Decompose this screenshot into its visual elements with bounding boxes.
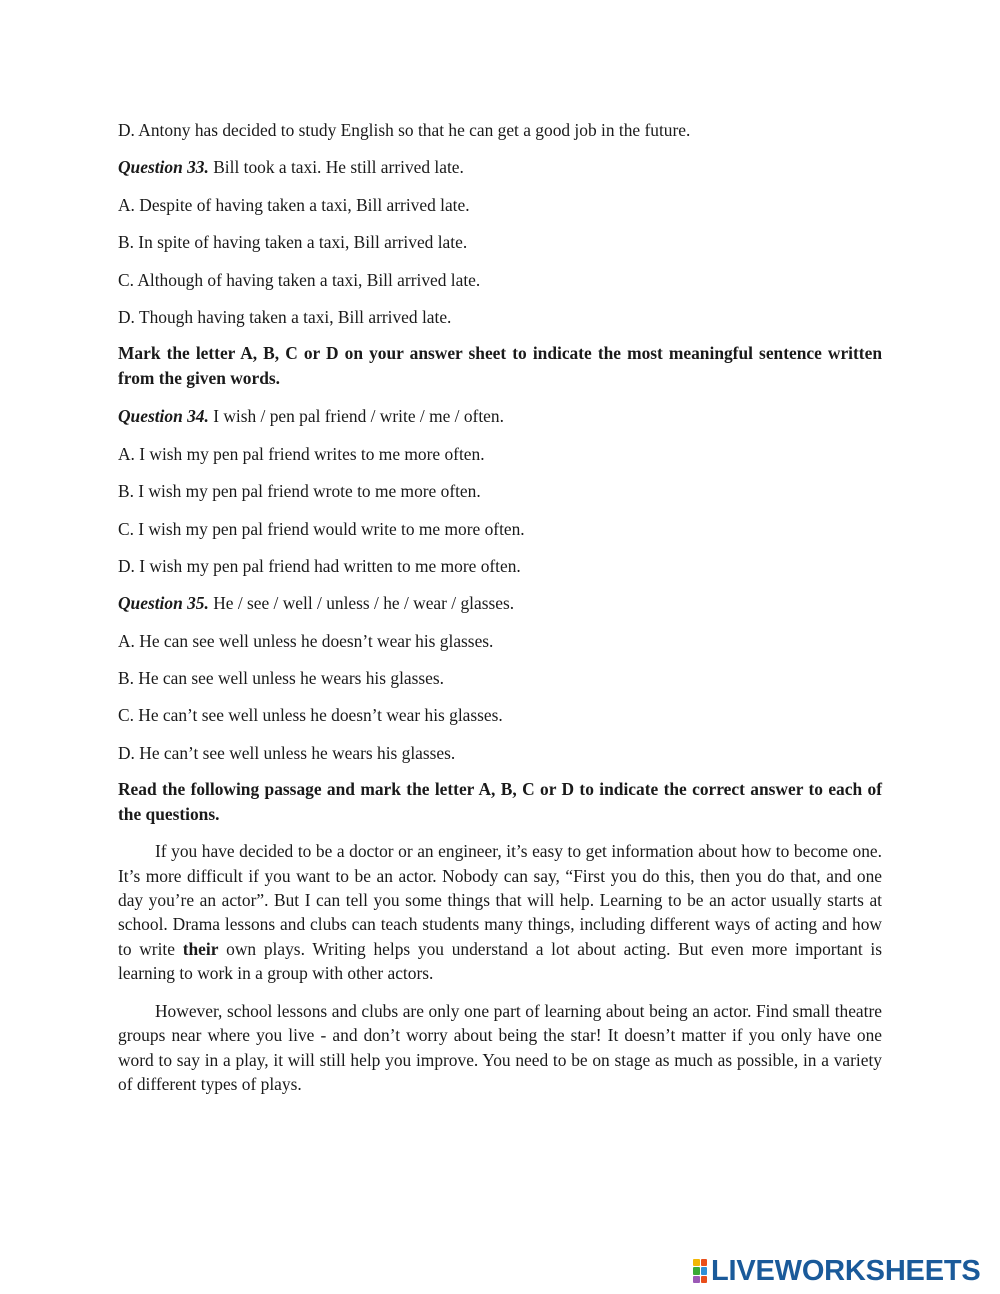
passage-p1-before: If you have decided to be a doctor or an engineer, it’s easy to get information about how to become one. It’s more difficult if you want to be an actor. Nobody can say, “First you do this, then you do that, and one day you’re an actor”. But I can tell you some things that will help. Learning to be an actor usually starts at school. Drama lessons and clubs can teach students many things, including different ways of acting and how to write	[118, 841, 882, 959]
passage-paragraph-1	[118, 839, 882, 985]
liveworksheets-logo	[693, 1256, 981, 1286]
logo-mark-cell	[693, 1276, 700, 1283]
logo-mark-cell	[701, 1276, 708, 1283]
q34-label: Question 34.	[118, 406, 209, 427]
q34-stem	[118, 403, 882, 440]
worksheet-page	[118, 117, 882, 1096]
passage-p1-after: own plays. Writing helps you understand a lot about acting. But even more important is learning to work in a group with other actors.	[118, 938, 882, 984]
q34-text: I wish / pen pal friend / write / me / often.	[208, 406, 504, 427]
passage-highlight-word: their	[182, 938, 219, 959]
logo-mark-cell	[701, 1259, 708, 1266]
q34-option-a: A. I wish my pen pal friend writes to me more often.	[118, 443, 485, 464]
q34-option-d: D. I wish my pen pal friend had written to me more often.	[118, 555, 521, 576]
q32-option-d: D. Antony has decided to study English so that he can get a good job in the future.	[118, 120, 691, 140]
q33-option-b: B. In spite of having taken a taxi, Bill arrived late.	[118, 232, 468, 253]
q34-option-c: C. I wish my pen pal friend would write to me more often.	[118, 518, 525, 539]
q35-label: Question 35.	[118, 593, 209, 614]
q35-option-d: D. He can’t see well unless he wears his glasses.	[118, 742, 456, 763]
q34-option-b: B. I wish my pen pal friend wrote to me more often.	[118, 481, 481, 502]
q33-option-d: D. Though having taken a taxi, Bill arrived late.	[118, 306, 452, 327]
logo-mark-cell	[693, 1259, 700, 1266]
q35-option-a: A. He can see well unless he doesn’t wear his glasses.	[118, 630, 494, 651]
q33-text: Bill took a taxi. He still arrived late.	[208, 157, 464, 178]
q35-stem	[118, 590, 882, 627]
logo-text: LIVEWORKSHEETS	[711, 1254, 981, 1287]
logo-mark-cell	[693, 1267, 700, 1274]
q35-option-c: C. He can’t see well unless he doesn’t wear his glasses.	[118, 705, 503, 726]
passage-paragraph-2: However, school lessons and clubs are only one part of learning about being an actor. Find small theatre groups near where you live - and don’t worry about being the star! It doesn’t matter if you only have one word to say in a play, it will still help you improve. You need to be on stage as much as possible, in a variety of different types of plays.	[118, 1000, 882, 1094]
instruction-reading: Read the following passage and mark the letter A, B, C or D to indicate the correct answer to each of the questions.	[118, 779, 882, 825]
q33-option-a: A. Despite of having taken a taxi, Bill arrived late.	[118, 194, 470, 215]
q35-text: He / see / well / unless / he / wear / glasses.	[208, 593, 515, 614]
q35-option-b: B. He can see well unless he wears his glasses.	[118, 668, 444, 689]
q33-option-c: C. Although of having taken a taxi, Bill arrived late.	[118, 269, 481, 290]
q33-label: Question 33.	[118, 157, 209, 178]
logo-mark-icon	[693, 1259, 707, 1283]
q33-stem	[118, 154, 882, 191]
instruction-sentence-building: Mark the letter A, B, C or D on your answer sheet to indicate the most meaningful sentence written from the given words.	[118, 343, 882, 389]
logo-mark-cell	[701, 1267, 708, 1274]
